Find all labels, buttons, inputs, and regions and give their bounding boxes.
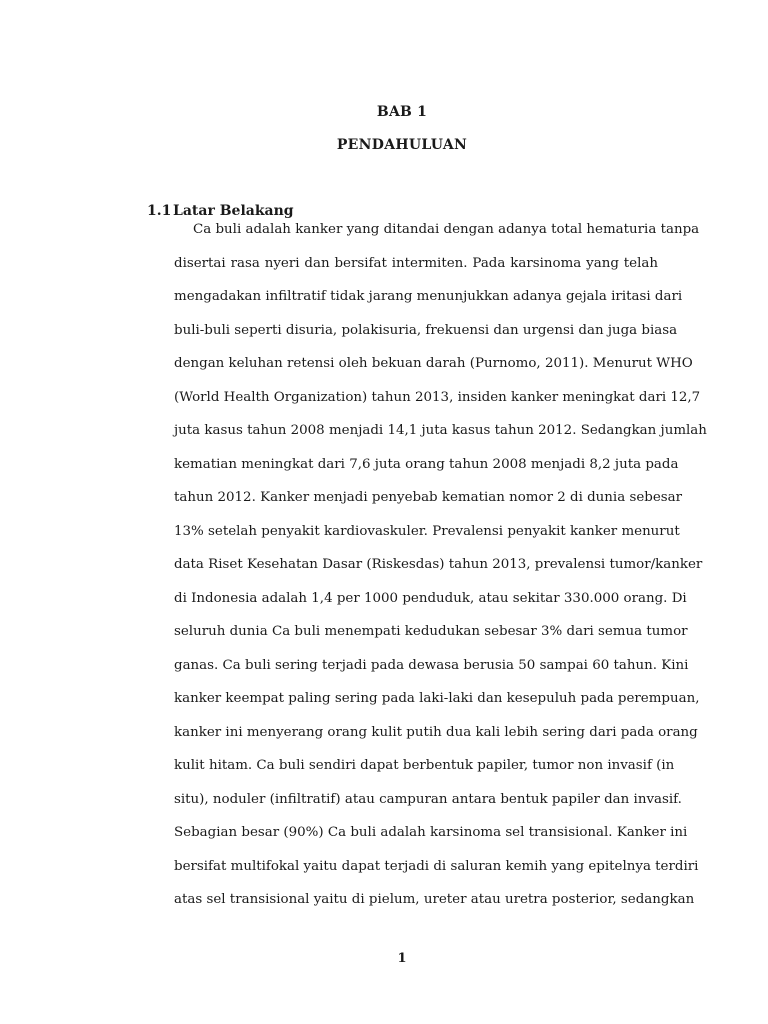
paragraph-line: situ), noduler (infiltratif) atau campuran antara bentuk papiler dan invasif. <box>174 791 682 807</box>
paragraph-line: kanker ini menyerang orang kulit putih dua kali lebih sering dari pada orang <box>174 724 698 740</box>
paragraph-line: (World Health Organization) tahun 2013, insiden kanker meningkat dari 12,7 <box>174 389 701 405</box>
paragraph-line: Sebagian besar (90%) Ca buli adalah karsinoma sel transisional. Kanker ini <box>174 825 688 840</box>
paragraph-line: ganas. Ca buli sering terjadi pada dewasa berusia 50 sampai 60 tahun. Kini <box>174 657 689 673</box>
paragraph-line: kulit hitam. Ca buli sendiri dapat berbentuk papiler, tumor non invasif (in <box>174 758 675 773</box>
paragraph-line: data Riset Kesehatan Dasar (Riskesdas) tahun 2013, prevalensi tumor/kanker <box>174 557 703 572</box>
paragraph-line: seluruh dunia Ca buli menempati kedudukan sebesar 3% dari semua tumor <box>174 624 688 639</box>
chapter-title: PENDAHULUAN <box>336 137 468 153</box>
section-title: Latar Belakang <box>173 203 294 219</box>
paragraph-line: buli-buli seperti disuria, polakisuria, frekuensi dan urgensi dan juga biasa <box>174 322 678 338</box>
paragraph-line: disertai rasa nyeri dan bersifat intermiten. Pada karsinoma yang telah <box>174 255 658 271</box>
section-heading <box>147 203 294 219</box>
paragraph-line: atas sel transisional yaitu di pielum, ureter atau uretra posterior, sedangkan <box>174 892 695 907</box>
paragraph-line: bersifat multifokal yaitu dapat terjadi di saluran kemih yang epitelnya terdiri <box>174 858 699 874</box>
paragraph-line: 13% setelah penyakit kardiovaskuler. Prevalensi penyakit kanker menurut <box>174 523 680 539</box>
chapter-number: BAB 1 <box>376 104 428 120</box>
body-paragraph <box>174 219 707 923</box>
paragraph-line: juta kasus tahun 2008 menjadi 14,1 juta kasus tahun 2012. Sedangkan jumlah <box>174 423 707 438</box>
paragraph-line: dengan keluhan retensi oleh bekuan darah (Purnomo, 2011). Menurut WHO <box>174 356 693 371</box>
page-number: 1 <box>397 951 407 966</box>
paragraph-line: Ca buli adalah kanker yang ditandai dengan adanya total hematuria tanpa <box>193 222 700 237</box>
paragraph-line: kematian meningkat dari 7,6 juta orang tahun 2008 menjadi 8,2 juta pada <box>174 456 679 472</box>
section-number: 1.1 <box>147 203 172 219</box>
paragraph-line: di Indonesia adalah 1,4 per 1000 penduduk, atau sekitar 330.000 orang. Di <box>174 590 687 606</box>
paragraph-line: tahun 2012. Kanker menjadi penyebab kematian nomor 2 di dunia sebesar <box>174 490 683 505</box>
paragraph-line: mengadakan infiltratif tidak jarang menunjukkan adanya gejala iritasi dari <box>174 289 683 304</box>
paragraph-line: kanker keempat paling sering pada laki-laki dan kesepuluh pada perempuan, <box>174 691 700 706</box>
